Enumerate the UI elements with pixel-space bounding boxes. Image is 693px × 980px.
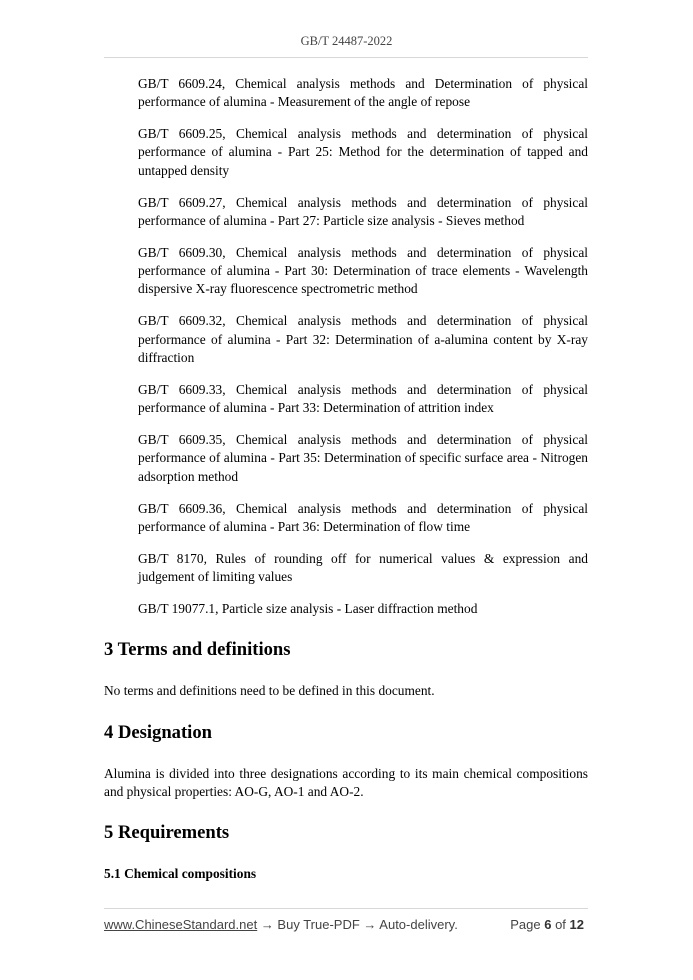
reference-item: GB/T 6609.33, Chemical analysis methods and determination of physical performance of alumina - Part 33: Determination of attrition index bbox=[138, 381, 588, 416]
section-3-heading: 3 Terms and definitions bbox=[104, 639, 291, 660]
normative-references-list bbox=[138, 75, 588, 632]
section-4-heading: 4 Designation bbox=[104, 722, 212, 743]
running-header: GB/T 24487-2022 bbox=[300, 34, 393, 48]
page-total: 12 bbox=[569, 917, 584, 932]
of-label: of bbox=[555, 917, 566, 932]
footer-divider bbox=[104, 908, 588, 909]
header-divider bbox=[104, 57, 588, 58]
reference-item: GB/T 6609.27, Chemical analysis methods and determination of physical performance of alumina - Part 27: Particle size analysis - Sieves method bbox=[138, 194, 588, 228]
section-4-text: Alumina is divided into three designations according to its main chemical compositions and physical properties: AO-G, AO-1 and AO-2. bbox=[104, 766, 588, 800]
site-link[interactable]: www.ChineseStandard.net bbox=[104, 917, 258, 932]
reference-item: GB/T 6609.24, Chemical analysis methods and Determination of physical performance of alumina - Measurement of the angle of repose bbox=[138, 76, 588, 110]
reference-item: GB/T 8170, Rules of rounding off for numerical values & expression and judgement of limiting values bbox=[138, 550, 588, 584]
page-number: 6 bbox=[544, 917, 552, 932]
footer-promo-text: → Buy True-PDF → Auto-delivery. bbox=[257, 917, 458, 932]
reference-item: GB/T 19077.1, Particle size analysis - Laser diffraction method bbox=[138, 600, 478, 616]
reference-item: GB/T 6609.35, Chemical analysis methods and determination of physical performance of alumina - Part 35: Determination of specific surface area - Nitrogen adsorption method bbox=[138, 432, 588, 484]
reference-item: GB/T 6609.32, Chemical analysis methods and determination of physical performance of alumina - Part 32: Determination of a-alumina content by X-ray diffraction bbox=[138, 313, 588, 365]
page-label: Page bbox=[510, 917, 541, 932]
reference-item: GB/T 6609.25, Chemical analysis methods and determination of physical performance of alumina - Part 25: Method for the determination of tapped and untapped density bbox=[138, 126, 588, 178]
section-3-text: No terms and definitions need to be defined in this document. bbox=[104, 683, 435, 698]
page-indicator bbox=[510, 917, 584, 932]
section-5-1-heading: 5.1 Chemical compositions bbox=[104, 866, 257, 881]
reference-item: GB/T 6609.30, Chemical analysis methods and determination of physical performance of alumina - Part 30: Determination of trace elements - Wavelength dispersive X-ray fluorescence spectrometric method bbox=[138, 244, 588, 297]
section-5-heading: 5 Requirements bbox=[104, 822, 230, 843]
footer-promo bbox=[104, 917, 458, 932]
reference-item: GB/T 6609.36, Chemical analysis methods and determination of physical performance of alumina - Part 36: Determination of flow time bbox=[138, 500, 588, 534]
